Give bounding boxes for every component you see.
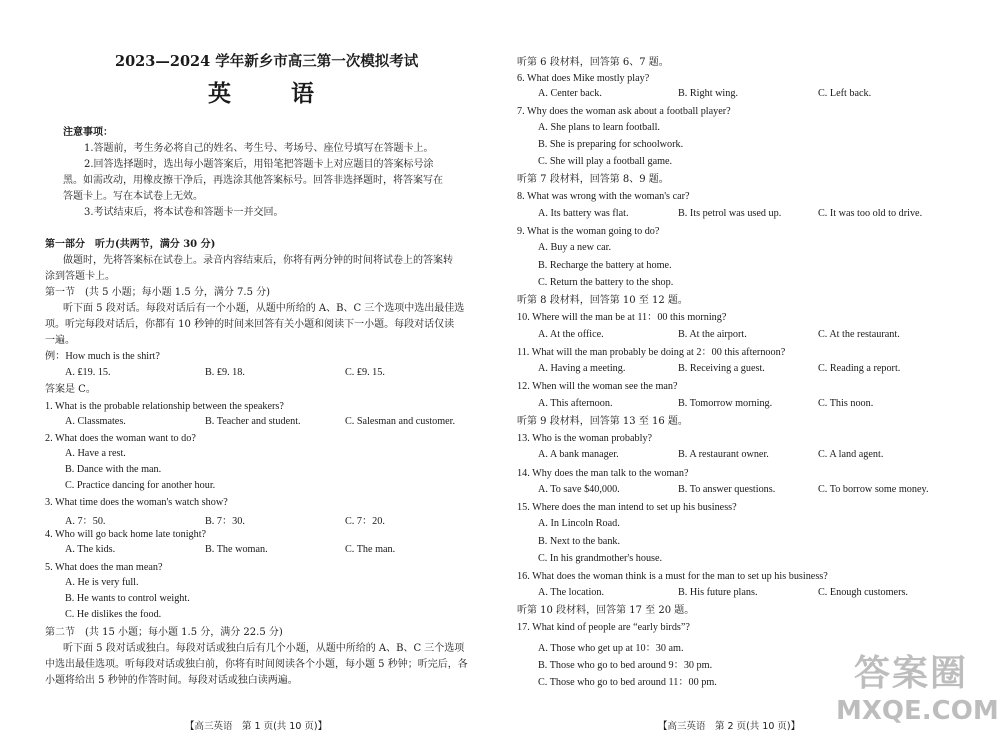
question: 7. Why does the woman ask about a football player? [517, 106, 731, 117]
option-a: A. To save $40,000. [538, 484, 620, 495]
question: 2. What does the woman want to do? [45, 433, 196, 444]
question: 11. What will the man probably be doing at 2：00 this afternoon? [517, 347, 786, 358]
page-footer: 【高三英语 第 2 页(共 10 页)】 [658, 721, 801, 732]
option-b: B. At the airport. [678, 329, 747, 340]
watermark-logo [836, 652, 999, 742]
option-c: C. Reading a report. [818, 363, 901, 374]
material-heading: 听第 9 段材料，回答第 13 至 16 题。 [517, 416, 688, 427]
option-c: C. It was too old to drive. [818, 208, 923, 219]
option-b: B. Its petrol was used up. [678, 208, 782, 219]
watermark-cn: 答案圈 [853, 653, 968, 694]
instruction-line: 小题将给出 5 秒钟的作答时间。每段对话或独白读两遍。 [45, 675, 298, 686]
option-b: B. Receiving a guest. [678, 363, 765, 374]
option-c: C. The man. [345, 544, 396, 555]
option-a: A. The location. [538, 587, 605, 598]
exam-title: 2023—2024 学年新乡市高三第一次模拟考试 [115, 53, 419, 70]
option-a: A. Center back. [538, 88, 602, 99]
section-heading: 第一节 (共 5 小题；每小题 1.5 分，满分 7.5 分) [45, 287, 271, 298]
option-a: A. Having a meeting. [538, 363, 626, 374]
question: 9. What is the woman going to do? [517, 226, 660, 237]
option-b: B. Recharge the battery at home. [538, 260, 672, 271]
question: 17. What kind of people are “early birds”? [517, 622, 690, 633]
material-heading: 听第 7 段材料，回答第 8、9 题。 [517, 174, 669, 185]
option-b: B. Dance with the man. [65, 464, 162, 475]
notice-line: 2.回答选择题时，选出每小题答案后，用铅笔把答题卡上对应题目的答案标号涂 [84, 159, 434, 170]
part-heading: 第一部分 听力(共两节，满分 30 分) [45, 239, 216, 250]
option-a: A. Classmates. [65, 416, 126, 427]
option-a: A. 7：50. [65, 516, 106, 527]
option-b: B. Right wing. [678, 88, 739, 99]
option-b: B. A restaurant owner. [678, 449, 769, 460]
option-a: A. She plans to learn football. [538, 122, 660, 133]
instruction-line: 中选出最佳选项。听每段对话或独白前，你将有时间阅读各个小题，每小题 5 秒钟；听完后，各 [45, 659, 468, 670]
notice-line: 1.答题前，考生务必将自己的姓名、考生号、考场号、座位号填写在答题卡上。 [84, 143, 434, 154]
notice-line: 答题卡上。写在本试卷上无效。 [63, 191, 203, 202]
option-c: C. ₤9. 15. [345, 367, 385, 378]
question: 10. Where will the man be at 11：00 this morning? [517, 312, 727, 323]
option-b: B. She is preparing for schoolwork. [538, 139, 684, 150]
option-c: C. At the restaurant. [818, 329, 900, 340]
option-a: A. Its battery was flat. [538, 208, 629, 219]
question: 3. What time does the woman's watch show? [45, 497, 228, 508]
option-b: B. Those who go to bed around 9：30 pm. [538, 660, 713, 671]
question: 13. Who is the woman probably? [517, 433, 653, 444]
option-a: A. ₤19. 15. [65, 367, 111, 378]
question: 15. Where does the man intend to set up his business? [517, 502, 737, 513]
option-a: A. The kids. [65, 544, 116, 555]
question: 4. Who will go back home late tonight? [45, 529, 207, 540]
option-b: B. Next to the bank. [538, 536, 621, 547]
option-c: C. She will play a football game. [538, 156, 673, 167]
option-a: A. Buy a new car. [538, 242, 611, 253]
option-b: B. Teacher and student. [205, 416, 301, 427]
option-c: C. This noon. [818, 398, 874, 409]
example-answer: 答案是 C。 [45, 384, 96, 395]
watermark-en: MXQE.COM [836, 696, 999, 726]
question: 5. What does the man mean? [45, 562, 163, 573]
option-c: C. Those who go to bed around 11：00 pm. [538, 677, 717, 688]
question: 8. What was wrong with the woman's car? [517, 191, 690, 202]
material-heading: 听第 8 段材料，回答第 10 至 12 题。 [517, 295, 688, 306]
instruction-line: 一遍。 [45, 335, 75, 346]
question: 14. Why does the man talk to the woman? [517, 468, 689, 479]
question: 6. What does Mike mostly play? [517, 73, 650, 84]
question: 16. What does the woman think is a must for the man to set up his business? [517, 571, 828, 582]
notice-line: 黑。如需改动，用橡皮擦干净后，再选涂其他答案标号。回答非选择题时，将答案写在 [63, 175, 443, 186]
option-b: B. His future plans. [678, 587, 758, 598]
option-c: C. 7：20. [345, 516, 385, 527]
subject-title: 英 语 [208, 80, 341, 107]
option-c: C. In his grandmother's house. [538, 553, 663, 564]
page-footer: 【高三英语 第 1 页(共 10 页)】 [185, 721, 328, 732]
example-question: 例：How much is the shirt? [45, 351, 160, 362]
material-heading: 听第 6 段材料，回答第 6、7 题。 [517, 57, 669, 68]
option-a: A. In Lincoln Road. [538, 518, 620, 529]
option-c: C. To borrow some money. [818, 484, 929, 495]
option-b: B. The woman. [205, 544, 268, 555]
option-c: C. Left back. [818, 88, 872, 99]
option-a: A. At the office. [538, 329, 604, 340]
instruction-line: 做题时，先将答案标在试卷上。录音内容结束后，你将有两分钟的时间将试卷上的答案转 [63, 255, 453, 266]
section-heading: 第二节 (共 15 小题；每小题 1.5 分，满分 22.5 分) [45, 627, 283, 638]
question: 1. What is the probable relationship between the speakers? [45, 401, 284, 412]
option-c: C. He dislikes the food. [65, 609, 162, 620]
option-c: C. Practice dancing for another hour. [65, 480, 216, 491]
exam-page-2 [500, 0, 1000, 745]
option-c: C. Enough customers. [818, 587, 908, 598]
notice-line: 3.考试结束后，将本试卷和答题卡一并交回。 [84, 207, 284, 218]
option-b: B. ₤9. 18. [205, 367, 245, 378]
option-a: A. A bank manager. [538, 449, 619, 460]
question: 12. When will the woman see the man? [517, 381, 678, 392]
option-a: A. He is very full. [65, 577, 139, 588]
option-b: B. To answer questions. [678, 484, 776, 495]
option-c: C. A land agent. [818, 449, 884, 460]
material-heading: 听第 10 段材料，回答第 17 至 20 题。 [517, 605, 695, 616]
option-a: A. This afternoon. [538, 398, 613, 409]
notice-heading: 注意事项： [63, 127, 113, 138]
instruction-line: 听下面 5 段对话。每段对话后有一个小题，从题中所给的 A、B、C 三个选项中选出最佳选 [63, 303, 465, 314]
option-a: A. Those who get up at 10：30 am. [538, 643, 684, 654]
instruction-line: 听下面 5 段对话或独白。每段对话或独白后有几个小题，从题中所给的 A、B、C 三个选项 [63, 643, 465, 654]
option-b: B. Tomorrow morning. [678, 398, 773, 409]
instruction-line: 涂到答题卡上。 [45, 271, 115, 282]
option-a: A. Have a rest. [65, 448, 126, 459]
instruction-line: 项。听完每段对话后，你都有 10 秒钟的时间来回答有关小题和阅读下一小题。每段对话仅读 [45, 319, 455, 330]
option-b: B. He wants to control weight. [65, 593, 190, 604]
option-b: B. 7：30. [205, 516, 245, 527]
option-c: C. Salesman and customer. [345, 416, 456, 427]
option-c: C. Return the battery to the shop. [538, 277, 674, 288]
